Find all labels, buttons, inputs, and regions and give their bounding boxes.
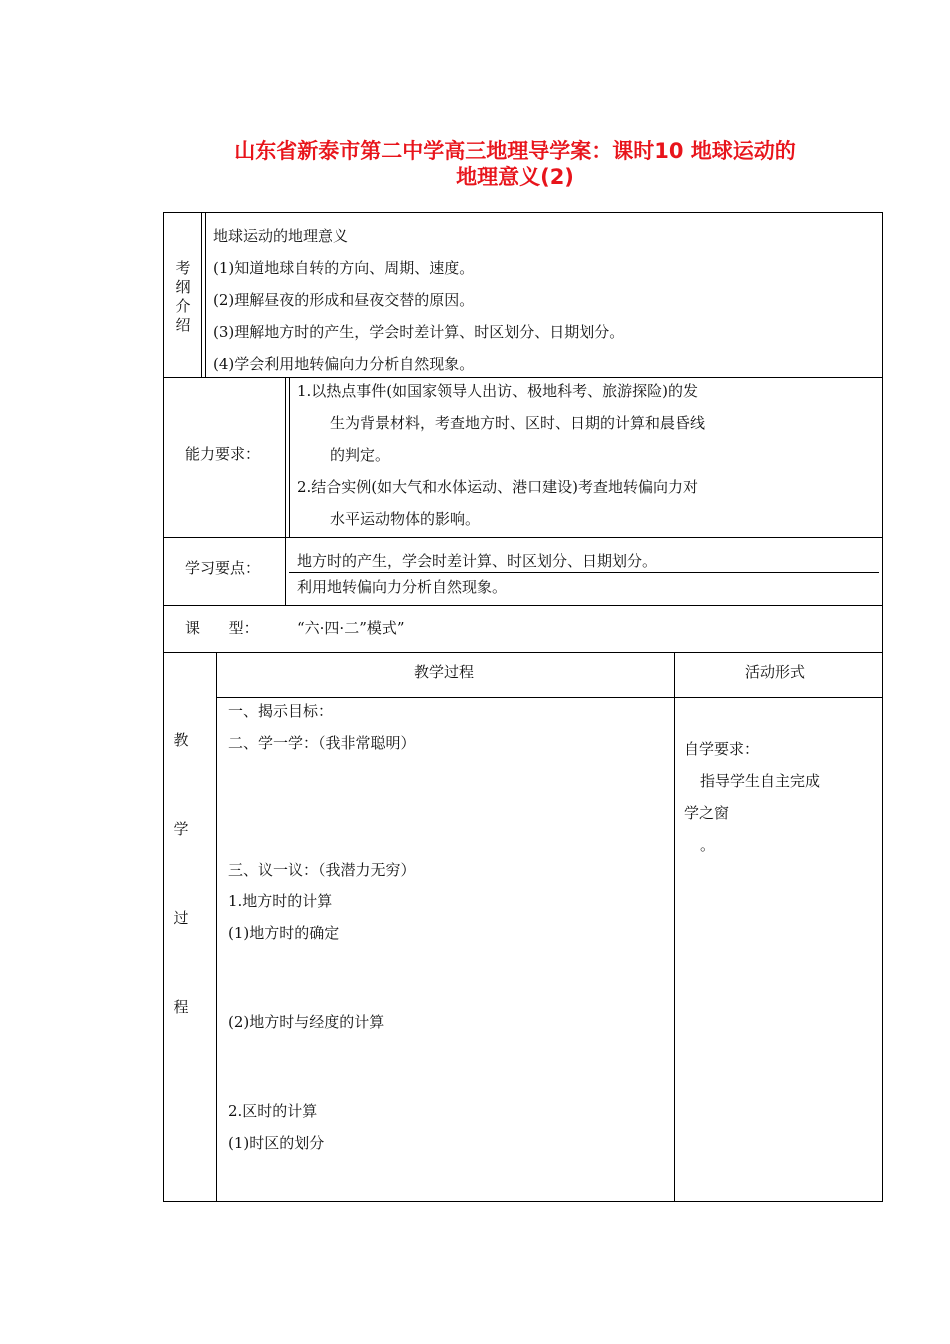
kaogang-item: (4)学会利用地转偏向力分析自然现象。 xyxy=(213,355,475,373)
process-step: (2)地方时与经度的计算 xyxy=(228,1013,385,1031)
kaogang-item: (3)理解地方时的产生，学会时差计算、时区划分、日期划分。 xyxy=(213,323,625,341)
kaogang-label-char: 纲 xyxy=(175,278,191,296)
process-step: (1)地方时的确定 xyxy=(228,924,340,942)
nengli-line: 1.以热点事件(如国家领导人出访、极地科考、旅游探险)的发 xyxy=(297,382,699,400)
kexing-value: “六·四·二”模式” xyxy=(297,619,405,637)
kaogang-item: 地球运动的地理意义 xyxy=(213,227,349,245)
column-header-activity: 活动形式 xyxy=(745,663,806,681)
activity-line: 。 xyxy=(700,836,716,854)
kaogang-item: (2)理解昼夜的形成和昼夜交替的原因。 xyxy=(213,291,475,309)
kaogang-label-char: 考 xyxy=(175,259,191,277)
kexing-label: 课 型： xyxy=(185,619,259,637)
nengli-line: 2.结合实例(如大气和水体运动、港口建设)考查地转偏向力对 xyxy=(297,478,699,496)
process-step: 三、议一议：（我潜力无穷） xyxy=(228,861,416,879)
kaogang-label-char: 绍 xyxy=(175,316,191,334)
document-title-line-2: 地理意义(2) xyxy=(456,165,574,189)
process-step: 2.区时的计算 xyxy=(228,1102,318,1120)
kaogang-item: (1)知道地球自转的方向、周期、速度。 xyxy=(213,259,475,277)
process-label-char: 过 xyxy=(173,909,189,927)
activity-line: 指导学生自主完成 xyxy=(700,772,821,790)
process-label-char: 程 xyxy=(173,998,189,1016)
process-step: (1)时区的划分 xyxy=(228,1134,325,1152)
process-step: 二、学一学：（我非常聪明） xyxy=(228,734,416,752)
activity-line: 自学要求： xyxy=(684,740,760,758)
kaogang-label-char: 介 xyxy=(175,297,191,315)
column-header-process: 教学过程 xyxy=(414,663,475,681)
process-step: 1.地方时的计算 xyxy=(228,892,333,910)
xuexi-label: 学习要点： xyxy=(185,559,261,577)
nengli-line: 生为背景材料，考查地方时、区时、日期的计算和晨昏线 xyxy=(330,414,706,432)
nengli-line: 的判定。 xyxy=(330,446,391,464)
nengli-line: 水平运动物体的影响。 xyxy=(330,510,481,528)
activity-line: 学之窗 xyxy=(684,804,730,822)
xuexi-line: 地方时的产生，学会时差计算、时区划分、日期划分。 xyxy=(297,552,658,570)
xuexi-line: 利用地转偏向力分析自然现象。 xyxy=(297,578,508,596)
document-title-line-1: 山东省新泰市第二中学高三地理导学案：课时10 地球运动的 xyxy=(234,139,796,163)
process-label-char: 学 xyxy=(173,820,189,838)
nengli-label: 能力要求： xyxy=(185,445,261,463)
process-label-char: 教 xyxy=(173,731,189,749)
process-step: 一、揭示目标： xyxy=(228,702,334,720)
